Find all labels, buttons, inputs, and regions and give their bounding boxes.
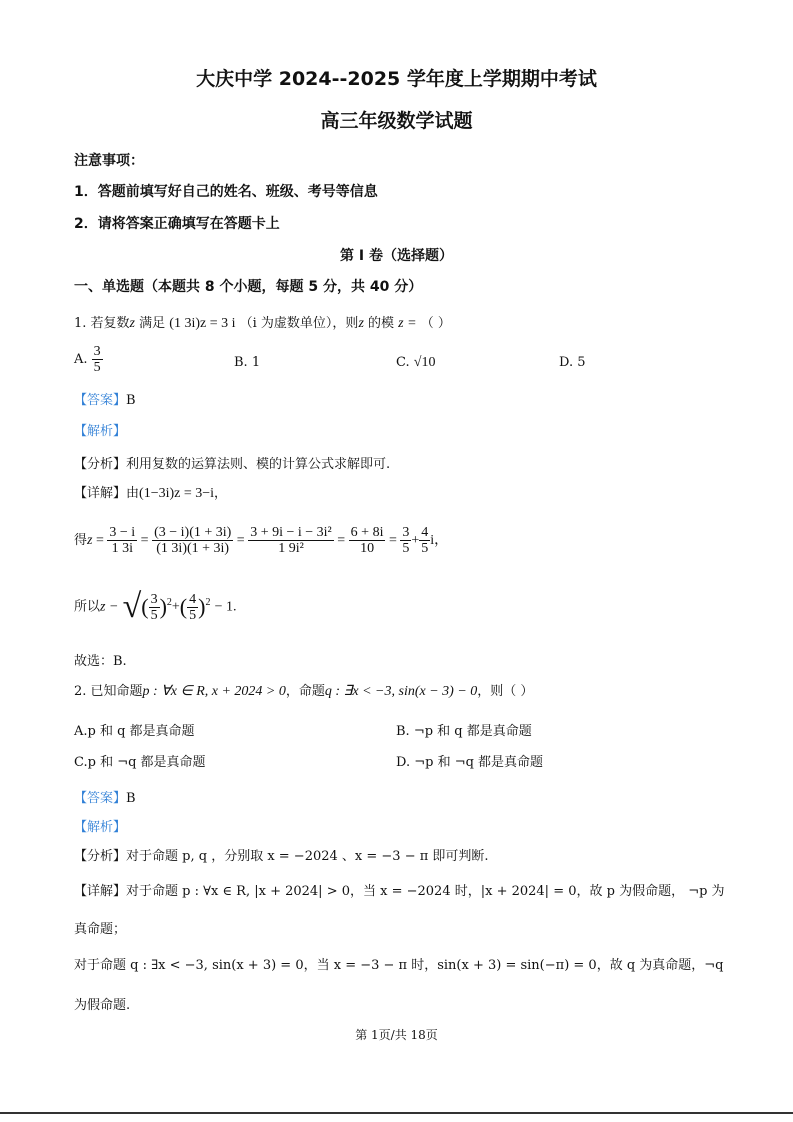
detail-tag: 【详解】	[74, 884, 127, 899]
frac-den: 5	[189, 607, 197, 623]
paren-icon: )	[159, 594, 167, 619]
fenxi-tag: 【分析】	[74, 849, 127, 864]
q1-mod-lhs: z −	[100, 599, 119, 615]
notice-item-1: 1．答题前填写好自己的姓名、班级、考号等信息	[74, 184, 378, 200]
q1-option-c-label: C.	[396, 355, 410, 370]
frac-num: 4	[189, 591, 197, 607]
q1-option-a-label: A.	[74, 352, 88, 367]
q2-option-b: B. ¬p 和 q 都是真命题	[396, 724, 532, 739]
sqrt-icon: √	[122, 588, 142, 625]
q1-detail-text: 由	[126, 486, 140, 501]
q1-sq-frac-2	[187, 592, 198, 623]
q2-option-d: D. ¬p 和 ¬q 都是真命题	[396, 755, 544, 770]
plus-sign: +	[171, 599, 180, 615]
q1-sq-frac-1	[149, 592, 160, 623]
equals-sign: =	[137, 533, 153, 548]
frac-den: 1 3i	[111, 541, 133, 556]
q1-stem-text: （i 为虚数单位），则	[239, 316, 359, 331]
frac-num: 4	[421, 525, 429, 540]
q1-frac-1	[107, 525, 137, 556]
notice-item-2: 2．请将答案正确填写在答题卡上	[74, 216, 280, 232]
q2-stem-text: ，命题	[285, 684, 325, 699]
q1-option-d: D. 5	[559, 355, 586, 370]
q1-frac-6	[419, 525, 430, 556]
q1-detail-text: ，	[214, 486, 228, 501]
equals-sign: =	[233, 533, 249, 548]
q1-frac-4	[349, 525, 386, 556]
q1-so-prefix: 所以	[74, 599, 101, 615]
q1-stem-text: 的模	[363, 316, 395, 331]
equals-sign: =	[385, 533, 401, 548]
q2-option-c: C.p 和 ¬q 都是真命题	[74, 755, 206, 770]
q2-fenxi-text: 对于命题 p, q ，分别取 x = −2024 、x = −3 − π 即可判断.	[126, 849, 489, 864]
exponent: 2	[166, 597, 172, 609]
q2-stem-text: ，则（ ）	[477, 684, 534, 699]
answer-tag: 【答案】	[74, 393, 127, 408]
q2-answer	[74, 787, 136, 806]
q1-mod-rhs: − 1.	[214, 599, 237, 615]
paren-icon: (	[141, 594, 149, 619]
q1-option-c-value: √10	[413, 355, 436, 370]
frac-den: 10	[360, 541, 375, 556]
q1-answer	[74, 389, 136, 408]
q2-detail-line-3: 对于命题 q : ∃x < −3, sin(x + 3) = 0，当 x = −3 − π 时，sin(x + 3) = sin(−π) = 0，故 q 为真命题，¬q	[74, 958, 724, 973]
q1-detail-equation: (1−3i)z = 3−i	[139, 486, 215, 501]
q2-detail-line-2: 真命题；	[74, 922, 127, 937]
q1-var-z: z	[87, 533, 93, 548]
q1-modulus: z =	[398, 316, 417, 331]
frac-den: 5	[93, 360, 101, 375]
q1-frac-5	[400, 525, 411, 556]
q2-detail-text: 对于命题 p : ∀x ∈ R, |x + 2024| > 0，当 x = −2024 时，|x + 2024| = 0，故 p 为假命题， ¬p 为	[126, 884, 725, 899]
plus-sign: +	[411, 533, 420, 548]
detail-tag: 【详解】	[74, 486, 127, 501]
q2-stem-text: 2. 已知命题	[74, 684, 143, 699]
frac-den: 5	[402, 541, 410, 556]
q1-conclusion: 故选：B.	[74, 654, 127, 669]
q2-answer-value: B	[126, 791, 136, 806]
q1-option-b: B. 1	[234, 355, 261, 370]
q1-option-c	[396, 355, 435, 371]
q2-prop-q: q : ∃x < −3, sin(x − 3) − 0	[324, 684, 478, 699]
frac-num: 3 − i	[109, 525, 136, 540]
q1-answer-value: B	[126, 393, 136, 408]
q1-i-tail: i，	[430, 533, 449, 548]
q1-fenxi	[74, 453, 390, 472]
q2-fenxi	[74, 845, 489, 864]
q2-prop-p: p : ∀x ∈ R, x + 2024 > 0	[142, 684, 286, 699]
q2-analysis-tag: 【解析】	[74, 820, 127, 835]
q2-option-a: A.p 和 q 都是真命题	[74, 724, 195, 739]
frac-num: 3 + 9i − i − 3i²	[250, 525, 332, 540]
q1-derivation-prefix: 得	[74, 533, 88, 548]
q1-frac-2	[152, 525, 233, 556]
page-footer: 第 1页/共 18页	[355, 1028, 438, 1042]
frac-den: 1 9i²	[278, 541, 304, 556]
q1-option-a-fraction	[92, 344, 103, 375]
q2-stem	[74, 680, 533, 700]
frac-num: 6 + 8i	[350, 525, 384, 540]
fenxi-tag: 【分析】	[74, 457, 127, 472]
exam-title: 大庆中学 2024--2025 学年度上学期期中考试	[196, 68, 597, 90]
notice-heading: 注意事项：	[74, 153, 144, 169]
exam-subtitle: 高三年级数学试题	[320, 110, 473, 132]
volume-heading: 第 I 卷（选择题）	[340, 248, 453, 264]
q1-detail	[74, 482, 227, 502]
frac-num: 3	[402, 525, 410, 540]
q1-equation: (1 3i)z = 3 i	[169, 316, 236, 331]
q1-stem	[74, 312, 451, 332]
q1-analysis-tag: 【解析】	[74, 424, 127, 439]
q1-fenxi-text: 利用复数的运算法则、模的计算公式求解即可.	[126, 457, 391, 472]
frac-den: (1 3i)(1 + 3i)	[156, 541, 230, 556]
q2-detail-line-4: 为假命题.	[74, 998, 131, 1013]
q2-detail-line-1	[74, 880, 725, 899]
q1-answer-paren: （ ）	[420, 316, 451, 331]
paren-icon: )	[198, 594, 206, 619]
page-bottom-border	[0, 1112, 793, 1114]
section-heading: 一、单选题（本题共 8 个小题，每题 5 分，共 40 分）	[74, 279, 423, 295]
q1-option-a	[74, 344, 103, 375]
paren-icon: (	[179, 594, 188, 619]
q1-stem-text: 1. 若复数	[74, 316, 130, 331]
equals-sign: =	[92, 533, 108, 548]
equals-sign: =	[333, 533, 349, 548]
frac-den: 5	[150, 607, 158, 623]
q1-derivation	[74, 525, 448, 556]
frac-den: 5	[421, 541, 429, 556]
q1-modulus-calc	[74, 588, 237, 626]
exponent: 2	[205, 597, 211, 609]
answer-tag: 【答案】	[74, 791, 127, 806]
q1-var-z: z	[358, 316, 364, 331]
frac-num: 3	[93, 344, 101, 359]
q1-var-z: z	[129, 316, 135, 331]
frac-num: 3	[150, 591, 158, 607]
frac-num: (3 − i)(1 + 3i)	[154, 525, 232, 540]
q1-stem-text: 满足	[135, 316, 166, 331]
q1-frac-3	[248, 525, 334, 556]
